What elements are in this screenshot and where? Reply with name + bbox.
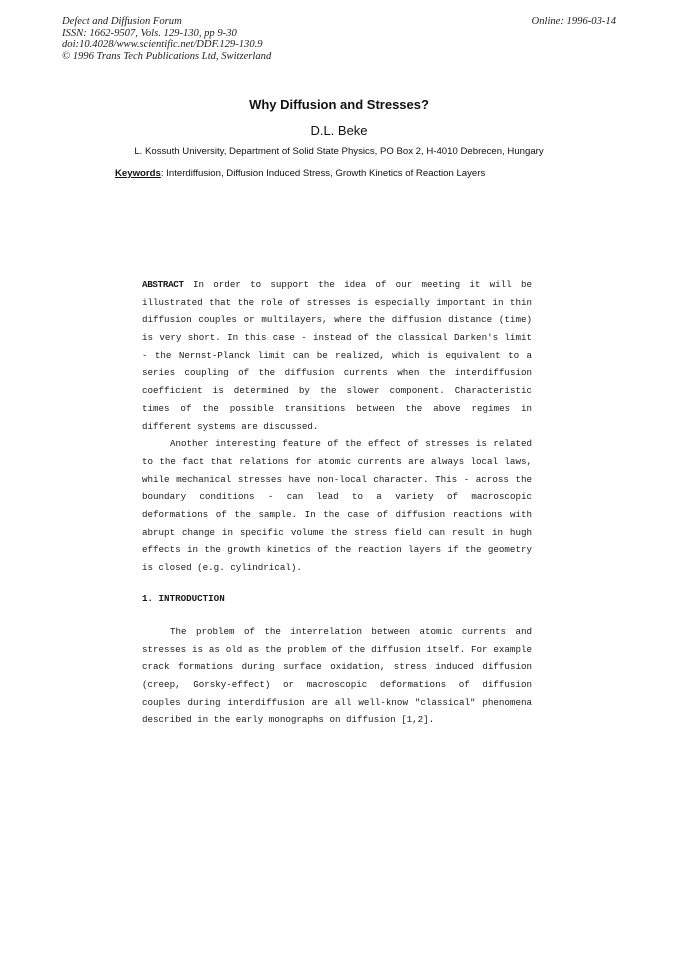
introduction-block — [142, 623, 532, 729]
abstract-line: illustrated that the role of stresses is especially important in thin — [142, 296, 532, 308]
issn-line: ISSN: 1662-9507, Vols. 129-130, pp 9-30 — [62, 27, 237, 39]
introduction-line: stresses is as old as the problem of the diffusion itself. For example — [142, 643, 532, 655]
abstract-line: to the fact that relations for atomic currents are always local laws, — [142, 455, 532, 467]
introduction-line: described in the early monographs on diffusion [1,2]. — [142, 714, 435, 726]
introduction-line: crack formations during surface oxidation, stress induced diffusion — [142, 661, 532, 673]
journal-header — [62, 16, 271, 62]
author-affiliation: L. Kossuth University, Department of Solid State Physics, PO Box 2, H-4010 Debrecen, Hungary — [134, 146, 544, 157]
abstract-line: abrupt change in specific volume the stress field can result in hugh — [142, 526, 532, 538]
introduction-line: couples during interdiffusion are all well-know "classical" phenomena — [142, 696, 532, 708]
abstract-line: diffusion couples or multilayers, where the diffusion distance (time) — [142, 314, 532, 326]
abstract-line: Another interesting feature of the effect of stresses is related — [170, 438, 532, 450]
journal-name: Defect and Diffusion Forum — [62, 16, 182, 27]
keywords-text: : Interdiffusion, Diffusion Induced Stress, Growth Kinetics of Reaction Layers — [160, 168, 486, 179]
abstract-line: boundary conditions - can lead to a variety of macroscopic — [142, 491, 532, 503]
keywords-label: Keywords — [115, 168, 161, 179]
abstract-line: coefficient is determined by the slower component. Characteristic — [142, 385, 532, 397]
keywords-line — [115, 168, 485, 179]
section-heading-introduction: 1. INTRODUCTION — [142, 593, 225, 604]
abstract-line: effects in the growth kinetics of the reaction layers if the geometry — [142, 544, 532, 556]
abstract-block — [142, 276, 532, 577]
online-date: Online: 1996-03-14 — [531, 16, 616, 27]
abstract-label: ABSTRACT — [142, 279, 184, 290]
abstract-line: - the Nernst-Planck limit can be realized, which is equivalent to a — [142, 349, 532, 361]
abstract-line: deformations of the sample. In the case of diffusion reactions with — [142, 508, 532, 520]
doi-line: doi:10.4028/www.scientific.net/DDF.129-130.9 — [62, 39, 263, 51]
abstract-line: is very short. In this case - instead of the classical Darken's limit — [142, 332, 532, 344]
introduction-line: The problem of the interrelation between atomic currents and — [170, 626, 532, 637]
introduction-line: (creep, Gorsky-effect) or macroscopic deformations of diffusion — [142, 679, 532, 691]
paper-title: Why Diffusion and Stresses? — [249, 97, 429, 112]
abstract-line: is closed (e.g. cylindrical). — [142, 562, 302, 573]
abstract-line: In order to support the idea of our meeting it will be — [183, 279, 532, 290]
abstract-line-first — [142, 276, 532, 294]
author-name: D.L. Beke — [310, 123, 368, 138]
abstract-line: series coupling of the diffusion currents when the interdiffusion — [142, 367, 532, 379]
abstract-line: while mechanical stresses have non-local character. This - across the — [142, 473, 532, 485]
copyright-line: © 1996 Trans Tech Publications Ltd, Switzerland — [62, 50, 272, 62]
abstract-line: times of the possible transitions between the above regimes in — [142, 402, 532, 414]
abstract-line: different systems are discussed. — [142, 420, 319, 432]
